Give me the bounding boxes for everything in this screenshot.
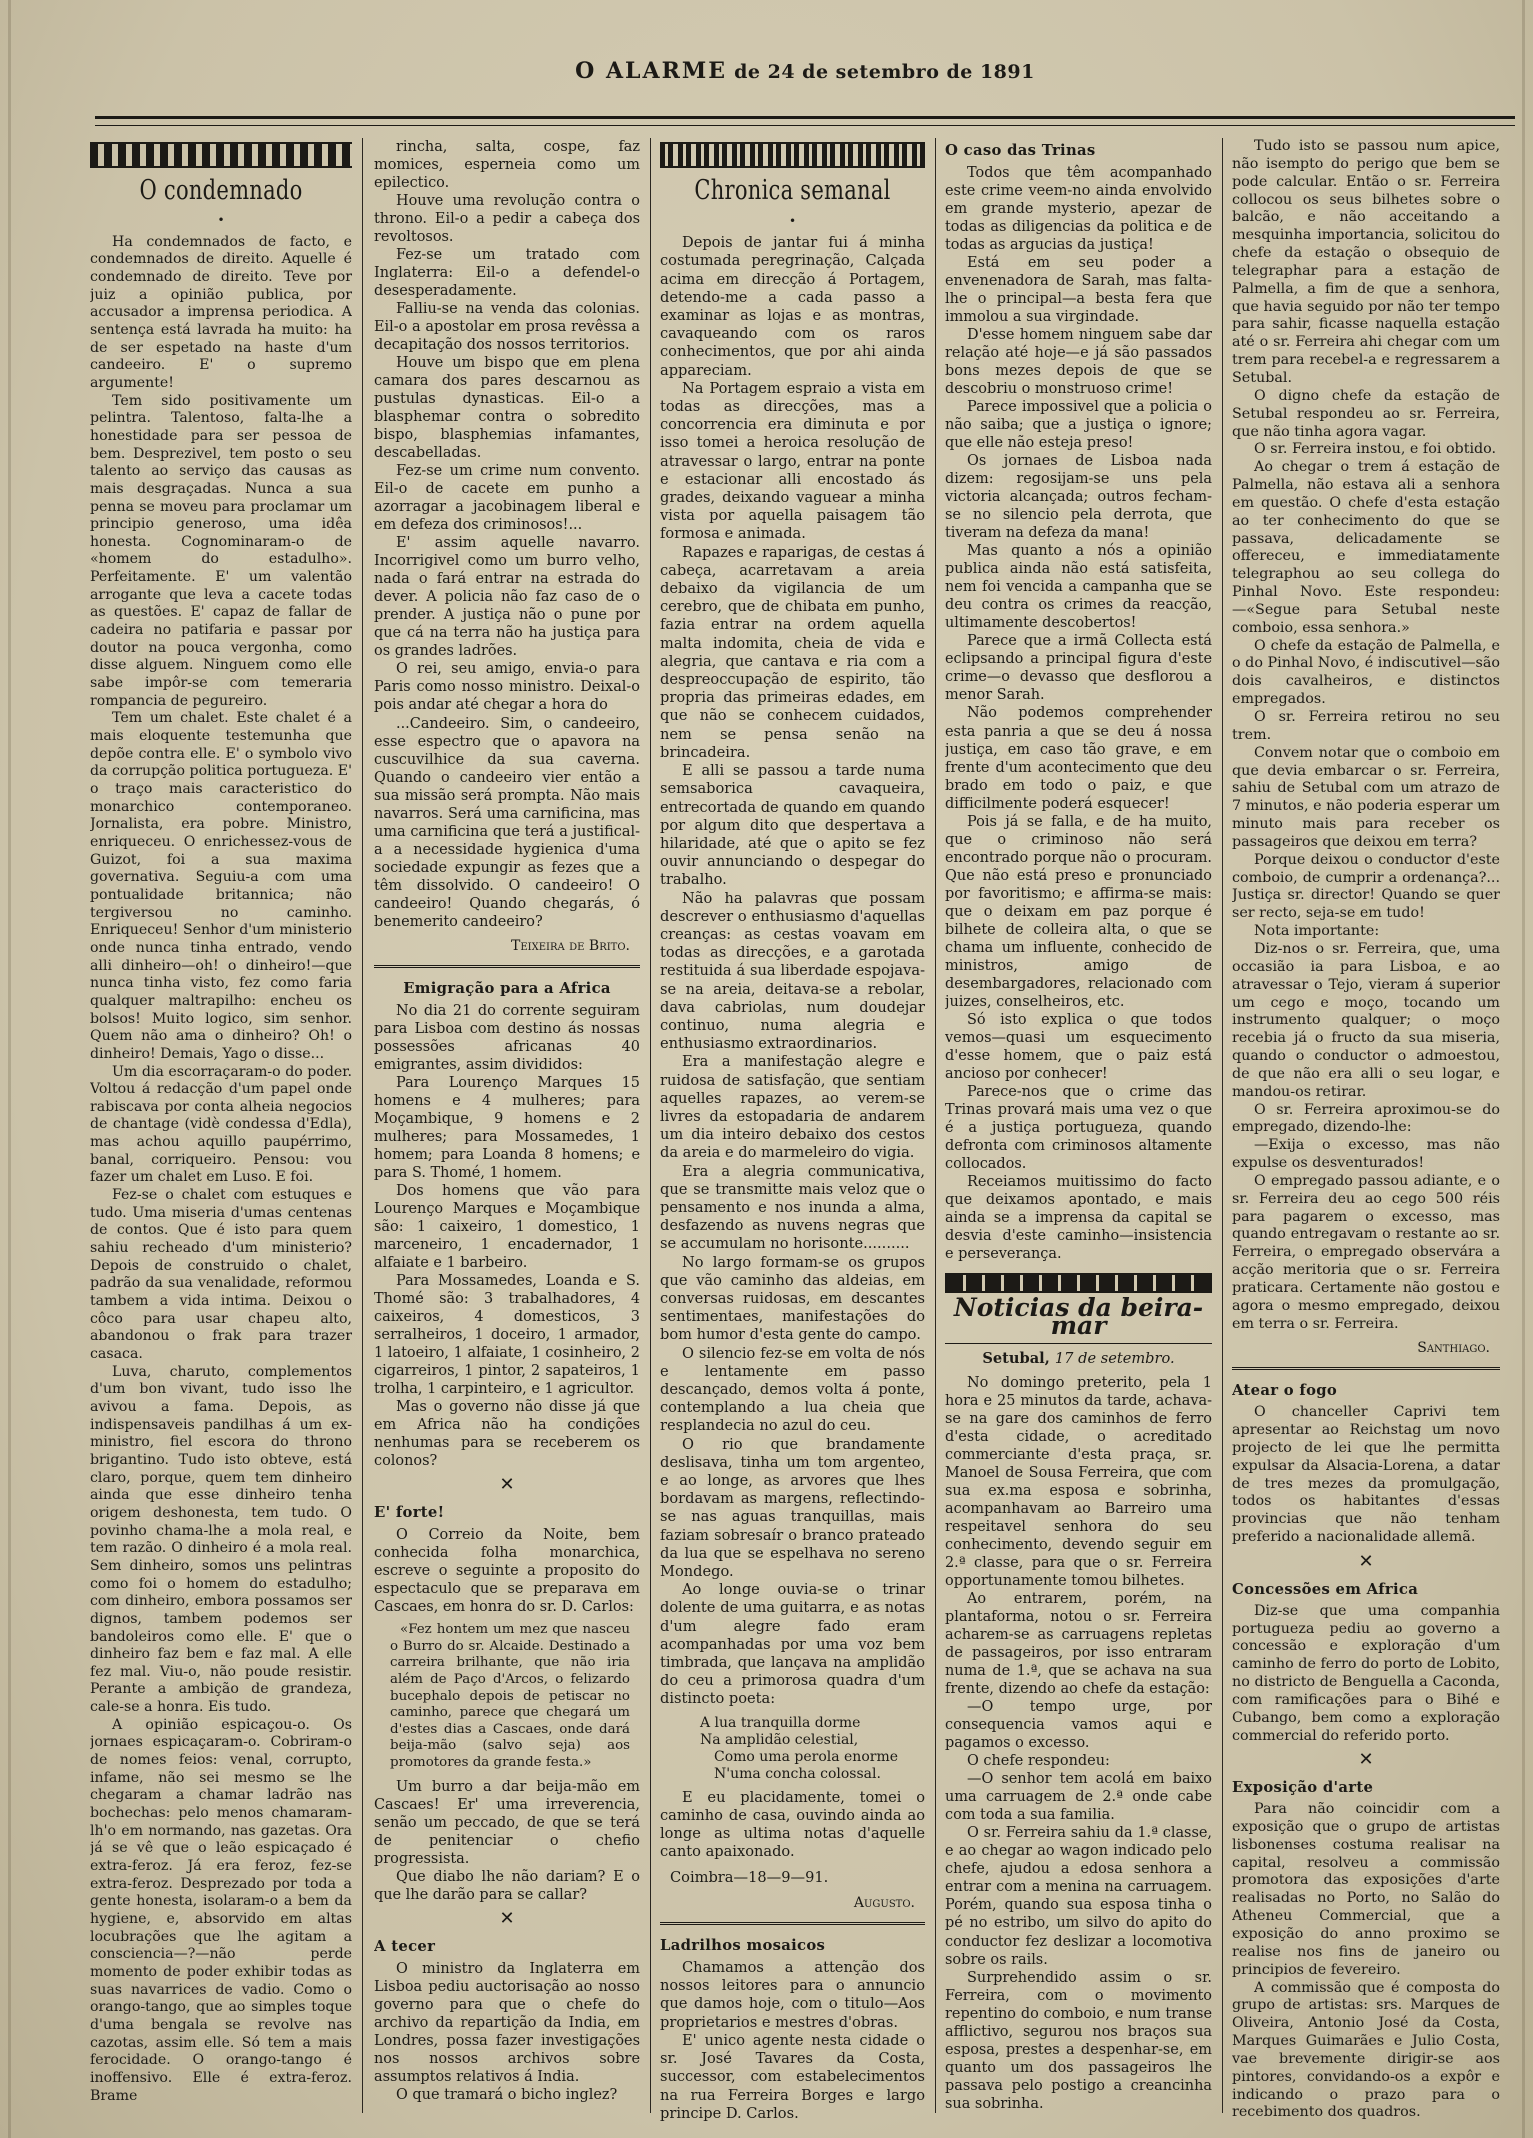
paragraph: O chefe respondeu: xyxy=(967,1753,1110,1770)
paragraph: Todos que têm acompanhado este crime veem-no ainda envolvido em grande mysterio, apezar de todas as diligencias da politica e de todas as argucias da justiça! xyxy=(945,165,1212,254)
page-edge xyxy=(1522,0,1525,2138)
paragraph: O rei, seu amigo, envia-o para Paris como nosso ministro. Deixal-o pois andar até chegar a hora do xyxy=(374,661,640,714)
article-body xyxy=(1232,1801,1500,2122)
article-body xyxy=(374,1002,640,1470)
dateline-date: 17 de setembro. xyxy=(1054,1350,1175,1367)
title-ornament xyxy=(660,142,925,168)
paragraph: Ao longe ouvia-se o trinar dolente de uma guitarra, e as notas d'um alegre fado eram acompanhadas por uma voz bem timbrada, que lançava na amplidão do ceu a primorosa quadra d'um distincto poeta: xyxy=(660,1581,925,1708)
paragraph: Era a alegria communicativa, que se transmitte mais veloz que o pensamento e nos inunda a alma, desfazendo as nuvens negras que se accumulam no horisonte.......... xyxy=(660,1162,925,1253)
cross-separator: ✕ xyxy=(499,1907,515,1929)
poem-line: A lua tranquilla dorme xyxy=(700,1714,861,1731)
section-title: Emigração para a Africa xyxy=(403,979,611,997)
column-rule xyxy=(650,138,651,2113)
paragraph: E eu placidamente, tomei o caminho de casa, ouvindo ainda ao longe as ultima notas d'aquelle canto apaixonado. xyxy=(660,1788,925,1861)
paragraph: ...Candeeiro. Sim, o candeeiro, esse espectro que o apavora na cuscuvilhice da sua caverna. Quando o candeeiro vier então a sua missão será prompta. Não mais navarros. Será uma carnificina, mas uma carnificina que terá a justifical-a a necessidade hygienica d'uma sociedade expungir as fezes que a têm dissolvido. O candeeiro! O candeeiro! Quando chegarás, ó benemerito candeeiro? xyxy=(374,715,640,930)
paragraph: E alli se passou a tarde numa semsaborica cavaqueira, entrecortada de quando em quando por algum dito que despertava a hilaridade, até que o apito se fez ouvir annunciando o despegar do trabalho. xyxy=(660,762,925,889)
paragraph: Houve uma revolução contra o throno. Eil-o a pedir a cabeça dos revoltosos. xyxy=(374,193,640,246)
paragraph: Fez-se um tratado com Inglaterra: Eil-o a defendel-o desesperadamente. xyxy=(374,247,640,300)
masthead-rule xyxy=(95,116,1515,126)
article-body xyxy=(660,234,925,1708)
paragraph: Convem notar que o comboio em que devia embarcar o sr. Ferreira, sahiu de Setubal com um atrazo de 7 minutos, e não poderia esperar um minuto mais para receber os passageiros que deixou em terra? xyxy=(1232,744,1500,850)
paragraph: No largo formam-se os grupos que vão caminho das aldeias, em conversas ruidosas, em descantes sentimentaes, manifestações do bom humor d'esta gente do campo. xyxy=(660,1253,925,1344)
page-edge xyxy=(8,0,11,2138)
article-body xyxy=(1232,1404,1500,1547)
poem-line: Na amplidão celestial, xyxy=(700,1731,859,1748)
paragraph: Não podemos comprehender esta panria a que se deu á nossa justiça, em caso tão grave, e em frente d'um acontecimento que deu brado em todo o paiz, e que difficilmente poderá esquecer! xyxy=(945,705,1212,812)
paragraph: Mas quanto a nós a opinião publica ainda não está satisfeita, nem foi vencida a campanha que se deu contra os crimes da reacção, ultimamente descobertos! xyxy=(945,543,1212,632)
paragraph: E' assim aquelle navarro. Incorrigivel como um burro velho, nada o fará entrar na estrada do dever. A policia não faz caso de o prender. A justiça não o pune por que cá na terra não ha justiça para os grandes ladrões. xyxy=(374,535,640,660)
paragraph: Pois já se falla, e de ha muito, que o criminoso não será encontrado porque não o procuram. Que não está preso e pronunciado por favoritismo; e affirma-se mais: que o deixam em paz porque é bilhete de colleira alta, o que se chama um influente, conhecido de ministros, amigo de desembargadores, relacionado com juizes, conselheiros, etc. xyxy=(945,813,1212,1010)
article-body xyxy=(945,164,1212,1263)
paragraph: O silencio fez-se em volta de nós e lentamente em passo descançado, demos volta á ponte, contemplando a lua cheia que resplandecia no azul do ceu. xyxy=(660,1344,925,1435)
article-body xyxy=(945,1374,1212,2113)
column-rule xyxy=(362,138,363,2113)
article-body xyxy=(374,1960,640,2104)
article-body xyxy=(374,1526,640,1616)
divider xyxy=(660,1922,925,1927)
title-ornament xyxy=(945,1273,1212,1293)
paragraph: Parece-nos que o crime das Trinas provará mais uma vez o que é a justiça portugueza, quando defronta com criminosos altamente collocados. xyxy=(945,1083,1212,1172)
dateline-place: Setubal, xyxy=(982,1350,1050,1367)
column-4 xyxy=(945,138,1212,2123)
paragraph: Diz-se que uma companhia portugueza pediu ao governo a concessão e exploração d'um caminho de ferro do porto de Lobito, no districto de Benguella a Caconda, com ramificações para o Bihé e Cubango, bem como a exploração commercial do referido porto. xyxy=(1232,1602,1500,1744)
paragraph: Para Mossamedes, Loanda e S. Thomé são: 3 trabalhadores, 4 caixeiros, 4 domesticos, 3 serralheiros, 1 doceiro, 1 armador, 1 latoeiro, 1 alfaiate, 1 cosinheiro, 2 cigarreiros, 1 pintor, 2 sapateiros, 1 trolha, 1 carpinteiro, e 1 agricultor. xyxy=(374,1272,640,1398)
article-body xyxy=(1232,1603,1500,1746)
signature: Santhiago. xyxy=(1417,1339,1490,1356)
cross-separator: ✕ xyxy=(1358,1550,1374,1572)
paragraph: Porque deixou o conductor d'este comboio, de cumprir a ordenança?... Justiça sr. director! Quando se quer ser recto, seja-se em tudo! xyxy=(1232,851,1500,922)
masthead-title: O ALARME xyxy=(575,58,727,84)
paragraph: O sr. Ferreira sahiu da 1.ª classe, e ao chegar ao wagon indicado pelo chefe, ajudou a edosa senhora a entrar com a menina na carruagem. Porém, quando sua esposa tinha o pé no estribo, um silvo do apito do conductor fez deslizar a locomotiva sobre os rails. xyxy=(945,1825,1212,1968)
cross-separator: ✕ xyxy=(1358,1749,1374,1771)
paragraph: Fez-se o chalet com estuques e tudo. Uma miseria d'umas centenas de contos. Que é isto para quem sahiu recheado d'um ministerio? Depois de construido o chalet, padrão da sua venalidade, reformou tambem a vida intima. Deixou o côco para usar chapeu alto, abandonou o frak para trazer casaca. xyxy=(90,1187,352,1362)
paragraph: A commissão que é composta do grupo de artistas: srs. Marques de Oliveira, Antonio José da Costa, Marques Guimarães e Julio Costa, vae brevemente dirigir-se aos pintores, convidando-os a expôr e indicando o prazo para o recebimento dos quadros. xyxy=(1232,1979,1500,2121)
paragraph: Os jornaes de Lisboa nada dizem: regosijam-se uns pela victoria alcançada; outros fecham-se no silencio pela derrota, que tiveram na defeza da mana! xyxy=(945,453,1212,542)
paragraph: Chamamos a attenção dos nossos leitores para o annuncio que damos hoje, com o titulo—Aos proprietarios e mestres d'obras. xyxy=(660,1959,925,2031)
paragraph: O Correio da Noite, bem conhecida folha monarchica, escreve o seguinte a proposito do espectaculo que se preparava em Cascaes, em honra do sr. D. Carlos: xyxy=(374,1527,640,1616)
signature: Augusto. xyxy=(853,1894,915,1911)
article-body xyxy=(90,234,352,2106)
section-title: Atear o fogo xyxy=(1232,1382,1338,1400)
place-date: Coimbra—18—9—91. xyxy=(670,1869,829,1887)
block-quote xyxy=(390,1622,630,1771)
paragraph: Rapazes e raparigas, de cestas á cabeça, acarretavam a areia debaixo da vigilancia de um cerebro, que de chibata em punho, fazia entrar na ordem aquella malta indomita, cheia de vida e alegria, que cantava e ria com a despreoccupação de espirito, tão propria das primeiras edades, em que não se conhecem cuidados, nem se pensa senão na brincadeira. xyxy=(660,543,925,761)
paragraph: Um burro a dar beija-mão em Cascaes! Er' uma irreverencia, senão um peccado, de que se terá de penitenciar o chefio progressista. xyxy=(374,1778,640,1867)
paragraph: Tem sido positivamente um pelintra. Talentoso, falta-lhe a honestidade para ser pessoa de bem. Desprezivel, tem posto o seu talento ao serviço das causas as mais desgraçadas. Nunca a sua penna se moveu para proclamar um principio generoso, uma idêa honesta. Cognominaram-o de «homem do estadulho». Perfeitamente. E' um valentão arrogante que leva a cacete todas as questões. E' capaz de fallar de cadeira no patifaria e passar por doutor na pouca vergonha, como disse alguem. Ninguem como elle sabe impôr-se com temeraria rompancia de pegureiro. xyxy=(90,392,352,709)
paragraph: Nota importante: xyxy=(1254,923,1380,940)
paragraph: Falliu-se na venda das colonias. Eil-o a apostolar em prosa revêssa a decapitação dos nossos territorios. xyxy=(374,301,640,354)
article-title: O condemnado xyxy=(139,175,303,206)
paragraph: Depois de jantar fui á minha costumada peregrinação, Calçada acima em direcção á Portagem, detendo-me a cada passo a examinar as lojas e as montras, cavaqueando com os raros conhecimentos, que por ahi ainda appareciam. xyxy=(660,234,925,379)
paragraph: Que diabo lhe não dariam? E o que lhe darão para se callar? xyxy=(374,1868,640,1903)
article-body xyxy=(374,138,640,931)
poem xyxy=(700,1715,925,1783)
article-title: Noticias da beira-mar xyxy=(953,1292,1204,1340)
paragraph: Para Lourenço Marques 15 homens e 4 mulheres; para Moçambique, 9 homens e 2 mulheres; para Mossamedes, 1 homem; para Loanda 8 homens; e para S. Thomé, 1 homem. xyxy=(374,1074,640,1181)
paragraph: Ao chegar o trem á estação de Palmella, não estava ali a senhora em questão. O chefe d'esta estação ao ter conhecimento do que se passava, delicadamente se offereceu, e immediatamente telegraphou ao seu collega do Pinhal Novo. Este respondeu:—«Segue para Setubal neste comboio, essa senhora.» xyxy=(1232,459,1500,636)
paragraph: E' unico agente nesta cidade o sr. José Tavares da Costa, successor, com estabelecimentos na rua Ferreira Borges e largo principe D. Carlos. xyxy=(660,2031,925,2122)
paragraph: Receiamos muitissimo do facto que deixamos apontado, e mais ainda se a imprensa da capital se desvia d'este caminho—insistencia e perseverança. xyxy=(945,1173,1212,1262)
paragraph: O sr. Ferreira retirou no seu trem. xyxy=(1232,709,1500,743)
paragraph: —O senhor tem acolá em baixo uma carruagem de 2.ª onde cabe com toda a sua familia. xyxy=(945,1771,1212,1824)
dot-separator: • xyxy=(788,214,797,228)
paragraph: Na Portagem espraio a vista em todas as direcções, mas a concorrencia era diminuta e por isso tomei a heroica resolução de atravessar o largo, entrar na ponte e estacionar alli encostado ás grades, deixando vaguear a minha vista por aquella paisagem tão formosa e animada. xyxy=(660,379,925,543)
article-body xyxy=(374,1778,640,1904)
signature: Teixeira de Brito. xyxy=(510,937,630,954)
paragraph: O sr. Ferreira instou, e foi obtido. xyxy=(1254,441,1497,458)
paragraph: Ha condemnados de facto, e condemnados de direito. Aquelle é condemnado de direito. Teve por juiz a opinião publica, por accusador a imprensa periodica. A sentença está lavrada ha muito: ha de ser espetado na haste d'um candeeiro. E' o supremo argumente! xyxy=(90,233,352,391)
section-title: Exposição d'arte xyxy=(1232,1779,1374,1797)
paragraph: Houve um bispo que em plena camara dos pares descarnou as pustulas dynasticas. Eil-o a blasphemar contra o sobredito bispo, blasphemias infamantes, descabelladas. xyxy=(374,355,640,462)
cross-separator: ✕ xyxy=(499,1474,515,1496)
paragraph: Está em seu poder a envenenadora de Sarah, mas falta-lhe o principal—a besta fera que immolou a sua virgindade. xyxy=(945,255,1212,326)
paragraph: Dos homens que vão para Lourenço Marques e Moçambique são: 1 caixeiro, 1 domestico, 1 marceneiro, 1 encadernador, 1 alfaiate e 1 barbeiro. xyxy=(374,1182,640,1271)
section-title: A tecer xyxy=(374,1937,436,1955)
masthead-date: de 24 de setembro de 1891 xyxy=(734,61,1035,83)
section-title: E' forte! xyxy=(374,1504,445,1522)
column-3 xyxy=(660,138,925,2123)
quote-text: «Fez hontem um mez que nasceu o Burro do sr. Alcaide. Destinado a carreira brilhante, que não iria além de Paço d'Arcos, o felizardo bucephalo depois de petiscar no caminho, parece que chegará um d'estes dias a Cascaes, onde dará beija-mão (salvo seja) aos promotores da grande festa.» xyxy=(390,1622,630,1770)
section-title: Concessões em Africa xyxy=(1232,1580,1419,1598)
paragraph: Mas o governo não disse já que em Africa não ha condições nenhumas para se receberem os colonos? xyxy=(374,1399,640,1470)
paragraph: Não ha palavras que possam descrever o enthusiasmo d'aquellas creanças: as cestas voavam em todas as direcções, e a garotada restituida á sua liberdade espojava-se na areia, deitava-se a rebolar, dava cabriolas, num doudejar continuo, numa alegria e enthusiasmo extraordinarios. xyxy=(660,889,925,1053)
column-rule xyxy=(935,138,936,2113)
section-title: O caso das Trinas xyxy=(945,142,1096,159)
column-rule xyxy=(1222,138,1223,2113)
paragraph: O rio que brandamente deslisava, tinha um tom argenteo, e ao longe, as arvores que lhes bordavam as margens, reflectindo-se nas aguas tranquillas, mais faziam sobresaír o branco prateado da lua que se espelhava no sereno Mondego. xyxy=(660,1435,925,1581)
paragraph: Era a manifestação alegre e ruidosa de satisfação, que sentiam aquelles rapazes, ao verem-se livres da estopadaria de andarem um dia inteiro debaixo dos cestos da areia e do marmeleiro do vigia. xyxy=(660,1053,925,1162)
paragraph: Só isto explica o que todos vemos—quasi um esquecimento d'esse homem, que o paiz está ancioso por conhecer! xyxy=(945,1011,1212,1082)
paragraph: D'esse homem ninguem sabe dar relação até hoje—e já são passados bons mezes depois de que se descobriu o monstruoso crime! xyxy=(945,327,1212,398)
paragraph: O que tramará o bicho inglez? xyxy=(396,2086,618,2103)
column-5 xyxy=(1232,138,1500,2123)
paragraph: O digno chefe da estação de Setubal respondeu ao sr. Ferreira, que não tinha agora vagar. xyxy=(1232,387,1500,440)
paragraph: Ao entrarem, porém, na plantaforma, notou o sr. Ferreira acharem-se as carruagens repletas de passageiros, por isso entraram numa de 1.ª, que se achava na sua frente, dizendo ao chefe da estação: xyxy=(945,1591,1212,1698)
column-2 xyxy=(374,138,640,2123)
paragraph: Surprehendido assim o sr. Ferreira, com o movimento repentino do comboio, e num transe afflictivo, segurou nos braços sua esposa, prestes a despenhar-se, em quanto um dos passageiros lhe passava pelo postigo a creancinha sua sobrinha. xyxy=(945,1969,1212,2112)
paragraph: Parece impossivel que a policia o não saiba; que a justiça o ignore; que elle não esteja preso! xyxy=(945,399,1212,452)
paragraph: —Exija o excesso, mas não expulse os desventurados! xyxy=(1232,1137,1500,1172)
paragraph: O sr. Ferreira aproximou-se do empregado, dizendo-lhe: xyxy=(1232,1101,1500,1136)
paragraph: Fez-se um crime num convento. Eil-o de cacete em punho a azorragar a jacobinagem liberal e em defeza dos criminosos!... xyxy=(374,463,640,534)
paragraph: —O tempo urge, por consequencia vamos aqui e pagamos o excesso. xyxy=(945,1699,1212,1752)
paragraph: Diz-nos o sr. Ferreira, que, uma occasião ia para Lisboa, e ao atravessar o Tejo, vieram á superior um cego e moço, tocando um instrumento qualquer; o moço recebia já o fructo da sua miseria, quando o conductor o admoestou, de que não era alli o seu logar, e mandou-os retirar. xyxy=(1232,940,1500,1100)
article-body xyxy=(660,1959,925,2123)
poem-line: N'uma concha colossal. xyxy=(714,1765,881,1782)
paragraph: O chefe da estação de Palmella, e o do Pinhal Novo, é indiscutivel—são dois cavalheiros, e distinctos empregados. xyxy=(1232,637,1500,708)
paragraph: No domingo preterito, pela 1 hora e 25 minutos da tarde, achava-se na gare dos caminhos de ferro d'esta cidade, o acreditado commerciante d'esta praça, sr. Manoel de Sousa Ferreira, que com sua ex.ma esposa e sobrinha, acompanhavam ao Barreiro uma respeitavel senhora do seu conhecimento, devendo seguir em 2.ª classe, para que o sr. Ferreira opportunamente tomou bilhetes. xyxy=(945,1375,1212,1590)
paragraph: Luva, charuto, complementos d'um bon vivant, tudo isso lhe avivou a fama. Depois, as indispensaveis pandilhas á um ex-ministro, fiel escora do throno brigantino. Tudo isto obteve, está claro, porque, quem tem dinheiro ainda que esse dinheiro tenha origem deshonesta, tem tudo. O povinho chama-lhe a mola real, e tem razão. O dinheiro é a mola real. Sem dinheiro, somos uns pelintras como foi o homem do estadulho; com dinheiro, embora possamos ser dignos, tambem podemos ser bandoleiros como elle. E' que o dinheiro faz bem e faz mal. A elle fez mal. Viu-o, não poude resistir. Perante a ambição de grandeza, cale-se a honra. Eis tudo. xyxy=(90,1363,352,1716)
dot-separator: • xyxy=(217,213,225,227)
paragraph: rincha, salta, cospe, faz momices, esperneia como um epilectico. xyxy=(374,139,640,192)
paragraph: No dia 21 do corrente seguiram para Lisboa com destino ás nossas possessões africanas 40 emigrantes, assim divididos: xyxy=(374,1002,640,1073)
section-title: Ladrilhos mosaicos xyxy=(660,1936,826,1954)
column-1 xyxy=(90,138,352,2123)
masthead xyxy=(95,58,1515,98)
paragraph: Para não coincidir com a exposição que o grupo de artistas lisbonenses costuma realisar na capital, resolveu a commissão promotora das exposições d'arte realisadas no Porto, no Salão do Atheneu Commercial, que a exposição do anno proximo se realise nos fins de janeiro ou principios de fevereiro. xyxy=(1232,1801,1500,1978)
title-ornament xyxy=(90,142,352,168)
paragraph: Tudo isto se passou num apice, não isempto do perigo que bem se pode calcular. Então o sr. Ferreira collocou os seus bilhetes sobre o balcão, e não acceitando a mesquinha importancia, solicitou do chefe da estação o obsequio de telegraphar para a estação de Palmella, a fim de que a senhora, que havia seguido por não ter tempo para sahir, ficasse naquella estação até o sr. Ferreira ahi chegar com um trem para recebel-a e regressarem a Setubal. xyxy=(1232,138,1500,386)
paragraph: A opinião espicaçou-o. Os jornaes espicaçaram-o. Cobriram-o de nomes feios: venal, corrupto, infame, não sei mesmo se lhe chegaram a chamar ladrão nas bochechas: pelo menos chamaram-lh'o em normando, nas gazetas. Ora já se vê que o leão espicaçado é extra-feroz. Já era feroz, fez-se extra-feroz. Desprezado por toda a gente honesta, isolaram-o a bem da hygiene, e, absorvido em altas locubrações que lhe agitam a consciencia—?—não perde momento de poder exhibir todas as suas navarrices de vadio. Como o orango-tango, que ao simples toque d'uma bengala se revolve nas cazotas, assim elle. Só tem a mais ferocidade. O orango-tango é inoffensivo. Elle é extra-feroz. Brame xyxy=(90,1716,352,2104)
paragraph: O chanceller Caprivi tem apresentar ao Reichstag um novo projecto de lei que lhe permitta expulsar da Alsacia-Lorena, a datar de tres mezes da promulgação, todos os habitantes d'essas provincias que não tenham preferido a nacionalidade allemã. xyxy=(1232,1404,1500,1546)
divider xyxy=(374,965,640,970)
dateline xyxy=(945,1350,1212,1368)
article-body xyxy=(660,1789,925,1862)
divider xyxy=(945,1343,1212,1344)
paragraph: O ministro da Inglaterra em Lisboa pediu auctorisação ao nosso governo para que o chefe do archivo da repartição da India, em Londres, possa fazer investigações nos nossos archivos sobre assumptos relativos á India. xyxy=(374,1960,640,2085)
paragraph: Um dia escorraçaram-o do poder. Voltou á redacção d'um papel onde rabiscava por conta alheia negocios de chantage (vidè condessa d'Edla), mas achou aquillo paupérrimo, banal, corriqueiro. Pensou: vou fazer um chalet em Luso. E foi. xyxy=(90,1063,352,1186)
paragraph: Parece que a irmã Collecta está eclipsando a principal figura d'este crime—o devasso que desflorou a menor Sarah. xyxy=(945,633,1212,704)
divider xyxy=(1232,1367,1500,1372)
poem-line: Como uma perola enorme xyxy=(714,1748,899,1765)
article-body xyxy=(1232,138,1500,1334)
paragraph: Tem um chalet. Este chalet é a mais eloquente testemunha que depõe contra elle. E' o symbolo vivo da corrupção politica portugueza. E' o traço mais caracteristico do monarchico contemporaneo. Jornalista, era pobre. Ministro, enriqueceu. O enrichessez-vous de Guizot, foi a sua maxima governativa. Seguiu-a com uma pontualidade britannica; não tergiversou no caminho. Enriqueceu! Senhor d'um ministerio onde nunca tinha entrado, vendo alli dinheiro—oh! o dinheiro!—que nunca tinha visto, fez como faria qualquer maltrapilho: encheu os bolsos! Muito logico, sim senhor. Quem não ama o dinheiro? Oh! o dinheiro! Demais, Yago o disse... xyxy=(90,710,352,1062)
paragraph: O empregado passou adiante, e o sr. Ferreira deu ao cego 500 réis para pagarem o excesso, mas quando entregavam o restante ao sr. Ferreira, o empregado observára a acção meritoria que o sr. Ferreira praticara. Certamente não gostou e agora o mesmo empregado, deixou em terra o sr. Ferreira. xyxy=(1232,1172,1500,1332)
article-title: Chronica semanal xyxy=(694,175,891,206)
